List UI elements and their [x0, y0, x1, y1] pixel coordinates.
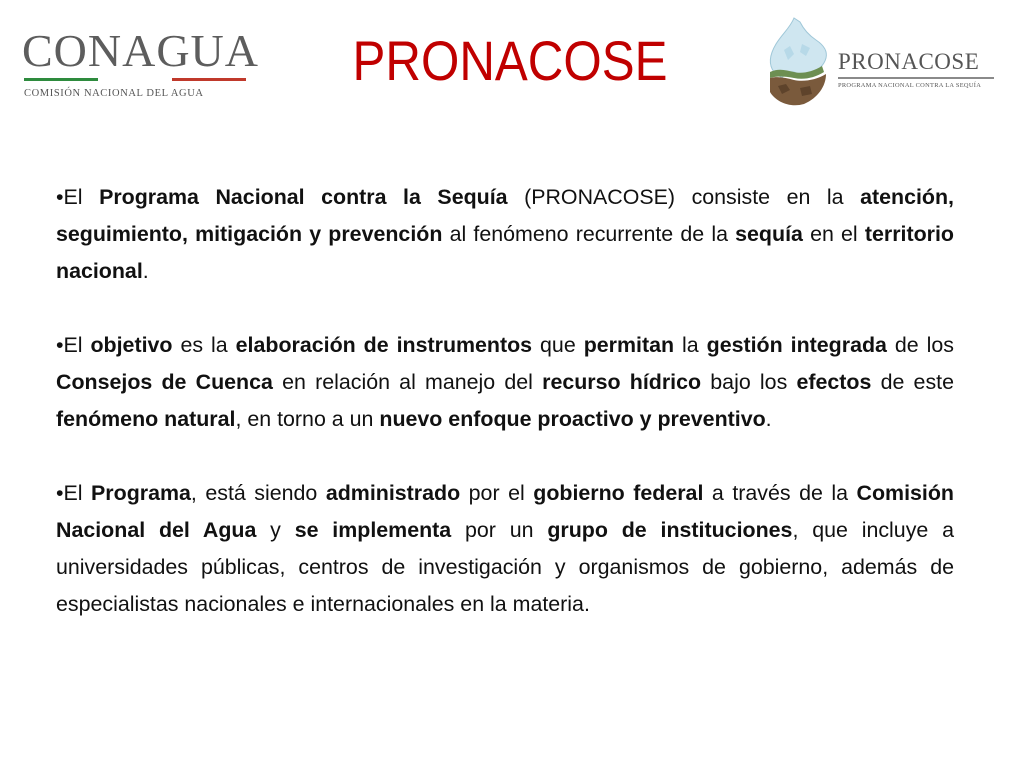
- body-text: .: [142, 259, 149, 283]
- bullet-marker: •: [56, 185, 64, 209]
- stripe-white: [98, 78, 172, 81]
- body-text: por un: [451, 518, 548, 542]
- bold-text: atención, seguimiento, mitigación y prevención: [56, 185, 954, 246]
- body-text: a través de la: [703, 481, 857, 505]
- bullet-marker: •: [56, 481, 64, 505]
- bold-text: gestión integrada: [706, 333, 887, 357]
- bold-text: permitan: [583, 333, 675, 357]
- body-text: , está siendo: [190, 481, 326, 505]
- conagua-subline: COMISIÓN NACIONAL DEL AGUA: [24, 88, 204, 99]
- body-text: en relación al manejo del: [272, 370, 543, 394]
- body-text: al fenómeno recurrente de la: [442, 222, 736, 246]
- flag-stripes: [24, 78, 246, 81]
- body-text: , que incluye a universidades públicas, centros de investigación y organismos de gobierno, además de especialistas nacionales e internacionales en la materia.: [56, 518, 954, 616]
- page-title: PRONACOSE: [352, 29, 668, 92]
- body-text: El: [63, 333, 91, 357]
- body-text: de los: [886, 333, 954, 357]
- bullet-paragraph: [56, 475, 954, 623]
- content-body: [56, 179, 954, 623]
- bold-text: se implementa: [294, 518, 452, 542]
- bold-text: recurso hídrico: [542, 370, 702, 394]
- bold-text: Consejos de Cuenca: [56, 370, 273, 394]
- stripe-red: [172, 78, 246, 81]
- bold-text: sequía: [735, 222, 803, 246]
- body-text: la: [674, 333, 707, 357]
- conagua-wordmark: CONAGUA: [22, 25, 259, 76]
- body-text: de este: [871, 370, 954, 394]
- body-text: (PRONACOSE) consiste en la: [507, 185, 861, 209]
- pronacose-rule: [838, 77, 994, 79]
- bold-text: gobierno federal: [533, 481, 704, 505]
- map-brown-lower: [770, 74, 826, 105]
- body-text: en el: [802, 222, 865, 246]
- bold-text: Programa Nacional contra la Sequía: [99, 185, 508, 209]
- conagua-logo: [22, 25, 259, 99]
- body-text: que: [532, 333, 584, 357]
- body-text: El: [63, 481, 92, 505]
- bold-text: grupo de instituciones: [547, 518, 793, 542]
- bold-text: administrado: [325, 481, 461, 505]
- bold-text: objetivo: [90, 333, 173, 357]
- body-text: y: [256, 518, 295, 542]
- bold-text: fenómeno natural: [56, 407, 236, 431]
- body-text: por el: [460, 481, 534, 505]
- bullet-paragraph: [56, 179, 954, 290]
- bold-text: territorio nacional: [56, 222, 954, 283]
- body-text: es la: [172, 333, 236, 357]
- body-text: El: [63, 185, 100, 209]
- pronacose-subline: PROGRAMA NACIONAL CONTRA LA SEQUÍA: [838, 82, 982, 89]
- bullet-paragraph: [56, 327, 954, 438]
- bold-text: elaboración de instrumentos: [235, 333, 533, 357]
- stripe-green: [24, 78, 98, 81]
- body-text: , en torno a un: [235, 407, 380, 431]
- bold-text: Programa: [91, 481, 191, 505]
- body-text: bajo los: [701, 370, 797, 394]
- bullet-marker: •: [56, 333, 64, 357]
- bold-text: Comisión Nacional del Agua: [56, 481, 954, 542]
- mexico-map-icon: [764, 14, 834, 112]
- bold-text: efectos: [796, 370, 872, 394]
- pronacose-wordmark: PRONACOSE: [838, 49, 980, 74]
- bold-text: nuevo enfoque proactivo y preventivo: [379, 407, 766, 431]
- body-text: .: [765, 407, 772, 431]
- pronacose-logo: [764, 14, 1004, 114]
